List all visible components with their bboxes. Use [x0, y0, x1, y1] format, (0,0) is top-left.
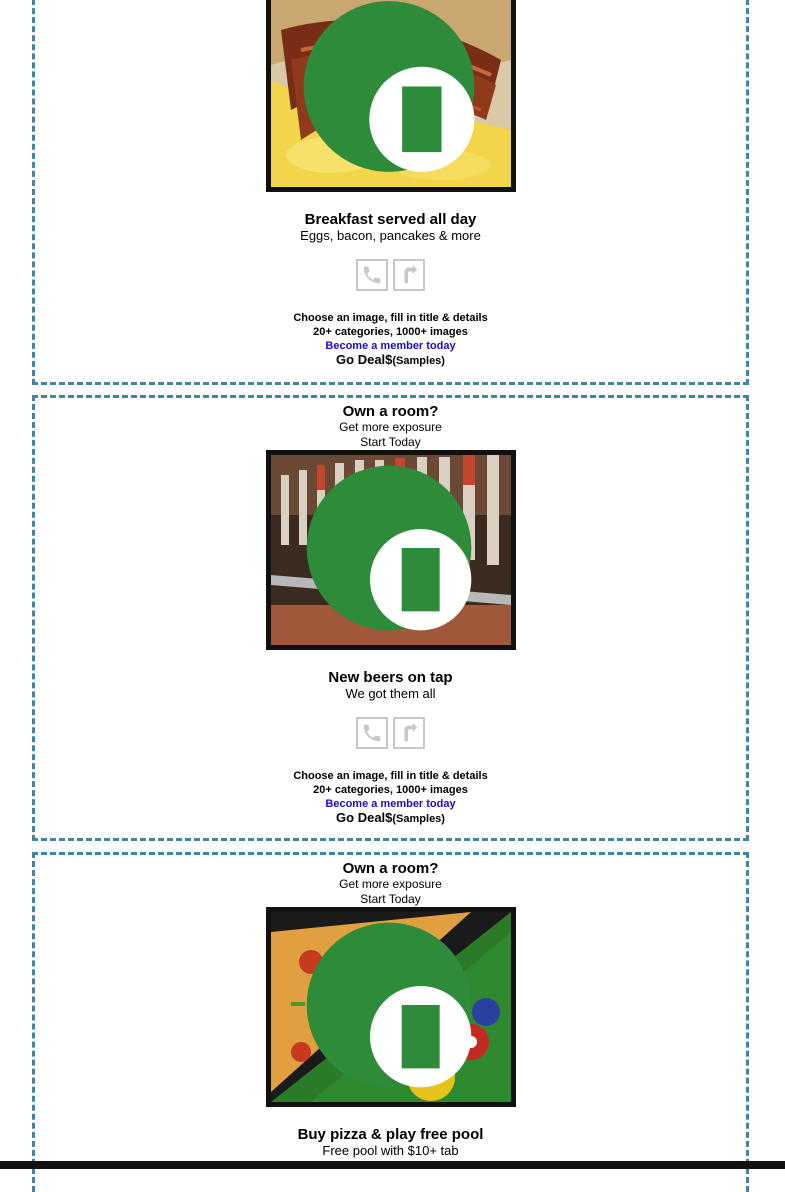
directions-icon	[398, 264, 420, 286]
directions-button[interactable]	[393, 259, 425, 291]
deal-title: Breakfast served all day	[304, 211, 477, 228]
samples-label: (Samples)	[392, 813, 445, 825]
directions-icon	[398, 722, 420, 744]
go-deals-link[interactable]: Go Deal$	[336, 352, 393, 367]
deal-subtitle: Eggs, bacon, pancakes & more	[300, 228, 481, 243]
deal-subtitle: Free pool with $10+ tab	[322, 1143, 459, 1158]
deal-title: New beers on tap	[328, 669, 453, 686]
deal-card	[32, 852, 749, 1192]
deal-card	[32, 0, 749, 385]
room-line[interactable]: Start Today	[360, 435, 421, 449]
room-line: Get more exposure	[339, 420, 442, 434]
room-title: Own a room?	[342, 403, 439, 420]
room-line: Get more exposure	[339, 877, 442, 891]
green-go-badge-icon	[269, 910, 509, 1100]
phone-icon	[361, 264, 383, 286]
call-button[interactable]	[356, 717, 388, 749]
become-member-link[interactable]: Become a member today	[325, 340, 456, 352]
phone-icon	[361, 722, 383, 744]
action-row	[35, 259, 746, 291]
green-go-badge-icon	[269, 453, 509, 643]
deal-title: Buy pizza & play free pool	[297, 1126, 484, 1143]
directions-button[interactable]	[393, 717, 425, 749]
call-button[interactable]	[356, 259, 388, 291]
green-go-badge-icon	[269, 0, 509, 185]
promo-block	[35, 769, 746, 826]
go-deals-link[interactable]: Go Deal$	[336, 810, 393, 825]
room-title: Own a room?	[342, 860, 439, 877]
deal-image[interactable]	[266, 0, 516, 192]
deal-image[interactable]	[266, 450, 516, 650]
deal-image[interactable]	[266, 907, 516, 1107]
become-member-link[interactable]: Become a member today	[325, 798, 456, 810]
deal-card	[32, 395, 749, 841]
promo-line: 20+ categories, 1000+ images	[313, 784, 468, 796]
deal-subtitle: We got them all	[345, 686, 436, 701]
promo-line: Choose an image, fill in title & details	[293, 770, 488, 782]
promo-block	[35, 311, 746, 368]
room-line[interactable]: Start Today	[360, 892, 421, 906]
promo-line: Choose an image, fill in title & details	[293, 312, 488, 324]
promo-line: 20+ categories, 1000+ images	[313, 326, 468, 338]
bottom-bar	[0, 1161, 785, 1169]
action-row	[35, 717, 746, 749]
samples-label: (Samples)	[392, 355, 445, 367]
